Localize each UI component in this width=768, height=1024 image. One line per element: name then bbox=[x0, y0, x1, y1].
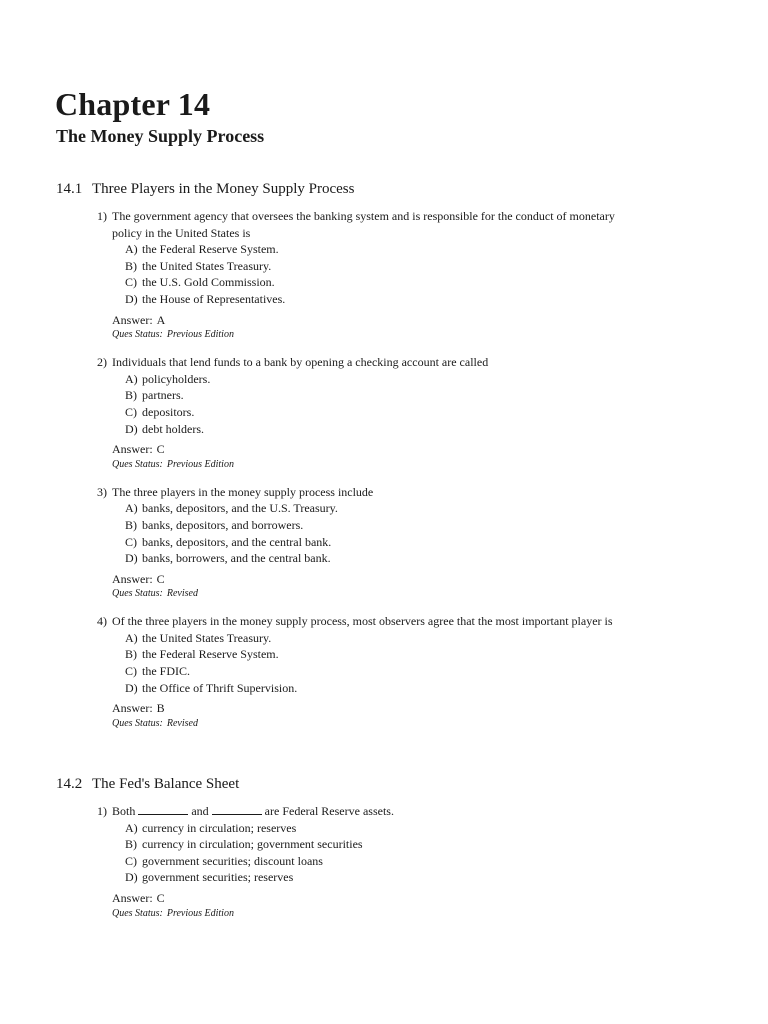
choice-letter: A) bbox=[125, 371, 138, 386]
choice bbox=[125, 820, 746, 837]
answer-blank bbox=[212, 803, 262, 815]
choice bbox=[125, 371, 746, 388]
choice-list bbox=[97, 371, 746, 437]
answer-line bbox=[97, 312, 746, 329]
choice-text: the FDIC. bbox=[142, 664, 190, 679]
question bbox=[97, 484, 746, 602]
choice-text: depositors. bbox=[142, 404, 195, 419]
choice bbox=[125, 646, 746, 663]
choice bbox=[125, 534, 746, 551]
answer-label: Answer: bbox=[112, 312, 153, 327]
choice-letter: D) bbox=[125, 680, 138, 695]
answer-label: Answer: bbox=[112, 701, 153, 716]
section-14-2 bbox=[56, 774, 746, 933]
choice-text: the House of Representatives. bbox=[142, 291, 286, 306]
answer-value: C bbox=[156, 571, 165, 586]
question-number: 2) bbox=[97, 355, 107, 370]
choice-text: the United States Treasury. bbox=[142, 630, 272, 645]
status-value: Previous Edition bbox=[166, 907, 234, 919]
question-status bbox=[97, 458, 746, 472]
answer-value: C bbox=[156, 890, 165, 905]
question-number: 4) bbox=[97, 614, 107, 629]
choice-letter: C) bbox=[125, 404, 137, 419]
choice-letter: A) bbox=[125, 820, 138, 835]
choice bbox=[125, 421, 746, 438]
question-status bbox=[97, 907, 746, 921]
choice-text: the Federal Reserve System. bbox=[142, 647, 279, 662]
section-title: The Fed's Balance Sheet bbox=[92, 776, 240, 792]
choice-letter: A) bbox=[125, 242, 138, 257]
status-label: Ques Status: bbox=[112, 907, 163, 919]
choice-letter: A) bbox=[125, 630, 138, 645]
choice-text: the Federal Reserve System. bbox=[142, 242, 279, 257]
choice bbox=[125, 387, 746, 404]
question-stem bbox=[97, 208, 746, 241]
choice-letter: D) bbox=[125, 551, 138, 566]
choice-text: government securities; reserves bbox=[142, 870, 294, 885]
choice-text: banks, depositors, and the U.S. Treasury. bbox=[142, 501, 338, 516]
choice-letter: C) bbox=[125, 664, 137, 679]
answer-line bbox=[97, 571, 746, 588]
question-text-middle: and bbox=[191, 804, 209, 818]
section-title: Three Players in the Money Supply Process bbox=[92, 181, 355, 197]
answer-label: Answer: bbox=[112, 442, 153, 457]
choice-text: policyholders. bbox=[142, 371, 211, 386]
choice-letter: B) bbox=[125, 258, 137, 273]
choice bbox=[125, 404, 746, 421]
question-text: Of the three players in the money supply process, most observers agree that the most important player is bbox=[112, 614, 613, 629]
section-14-1 bbox=[56, 179, 746, 743]
section-heading bbox=[56, 774, 746, 794]
chapter-title: Chapter 14 bbox=[55, 86, 211, 122]
choice-letter: D) bbox=[125, 291, 138, 306]
question bbox=[97, 613, 746, 731]
choice-text: banks, borrowers, and the central bank. bbox=[142, 551, 331, 566]
section-heading bbox=[56, 179, 746, 199]
choice-letter: C) bbox=[125, 275, 137, 290]
choice bbox=[125, 241, 746, 258]
status-value: Previous Edition bbox=[166, 329, 234, 341]
answer-value: B bbox=[156, 701, 165, 716]
choice-text: currency in circulation; reserves bbox=[142, 820, 297, 835]
choice-text: currency in circulation; government securities bbox=[142, 837, 363, 852]
choice bbox=[125, 680, 746, 697]
question-text: The three players in the money supply process include bbox=[112, 484, 374, 499]
choice bbox=[125, 630, 746, 647]
question-stem bbox=[97, 803, 746, 820]
status-label: Ques Status: bbox=[112, 588, 163, 600]
choice-letter: A) bbox=[125, 501, 138, 516]
status-label: Ques Status: bbox=[112, 458, 163, 470]
choice-text: the United States Treasury. bbox=[142, 258, 272, 273]
answer-value: A bbox=[156, 312, 166, 327]
answer-line bbox=[97, 890, 746, 907]
question bbox=[97, 803, 746, 921]
choice-text: banks, depositors, and the central bank. bbox=[142, 534, 332, 549]
chapter-subtitle: The Money Supply Process bbox=[56, 126, 265, 146]
question-status bbox=[97, 328, 746, 342]
choice-letter: D) bbox=[125, 421, 138, 436]
choice-text: the U.S. Gold Commission. bbox=[142, 275, 275, 290]
question-text-before: Both bbox=[112, 804, 136, 818]
choice-list bbox=[97, 630, 746, 696]
answer-line bbox=[97, 700, 746, 717]
status-value: Revised bbox=[166, 588, 198, 600]
question-number: 1) bbox=[97, 804, 107, 818]
choice-letter: B) bbox=[125, 517, 137, 532]
question-number: 1) bbox=[97, 209, 107, 223]
choice bbox=[125, 550, 746, 567]
question-text: Individuals that lend funds to a bank by opening a checking account are called bbox=[112, 355, 489, 370]
section-number: 14.1 bbox=[56, 181, 83, 197]
choice-letter: B) bbox=[125, 388, 137, 403]
question-text bbox=[112, 803, 632, 820]
question-list bbox=[56, 803, 746, 921]
choice-text: debt holders. bbox=[142, 421, 204, 436]
choice-letter: C) bbox=[125, 534, 137, 549]
choice bbox=[125, 517, 746, 534]
choice bbox=[125, 869, 746, 886]
choice-letter: D) bbox=[125, 870, 138, 885]
status-value: Revised bbox=[166, 717, 198, 729]
choice-text: partners. bbox=[142, 388, 184, 403]
question-text-after: are Federal Reserve assets. bbox=[264, 804, 394, 818]
question-status bbox=[97, 717, 746, 731]
choice bbox=[125, 853, 746, 870]
choice bbox=[125, 258, 746, 275]
question-stem bbox=[97, 484, 746, 501]
choice bbox=[125, 663, 746, 680]
question bbox=[97, 208, 746, 342]
choice-text: banks, depositors, and borrowers. bbox=[142, 517, 304, 532]
choice bbox=[125, 274, 746, 291]
answer-value: C bbox=[156, 442, 165, 457]
choice-list bbox=[97, 500, 746, 566]
question bbox=[97, 354, 746, 472]
choice bbox=[125, 836, 746, 853]
question-status bbox=[97, 587, 746, 601]
choice-letter: C) bbox=[125, 853, 137, 868]
question-number: 3) bbox=[97, 484, 107, 499]
answer-line bbox=[97, 441, 746, 458]
choice-list bbox=[97, 241, 746, 307]
question-list bbox=[56, 208, 746, 731]
answer-label: Answer: bbox=[112, 890, 153, 905]
section-number: 14.2 bbox=[56, 776, 83, 792]
question-stem bbox=[97, 613, 746, 630]
answer-blank bbox=[138, 803, 188, 815]
status-value: Previous Edition bbox=[166, 458, 234, 470]
choice-text: government securities; discount loans bbox=[142, 853, 323, 868]
choice-text: the Office of Thrift Supervision. bbox=[142, 680, 298, 695]
choice-list bbox=[97, 820, 746, 886]
choice-letter: B) bbox=[125, 837, 137, 852]
status-label: Ques Status: bbox=[112, 329, 163, 341]
choice bbox=[125, 291, 746, 308]
question-stem bbox=[97, 354, 746, 371]
answer-label: Answer: bbox=[112, 571, 153, 586]
question-text: The government agency that oversees the banking system and is responsible for the conduct of monetary policy in the United States is bbox=[112, 209, 615, 240]
status-label: Ques Status: bbox=[112, 717, 163, 729]
choice-letter: B) bbox=[125, 647, 137, 662]
choice bbox=[125, 500, 746, 517]
